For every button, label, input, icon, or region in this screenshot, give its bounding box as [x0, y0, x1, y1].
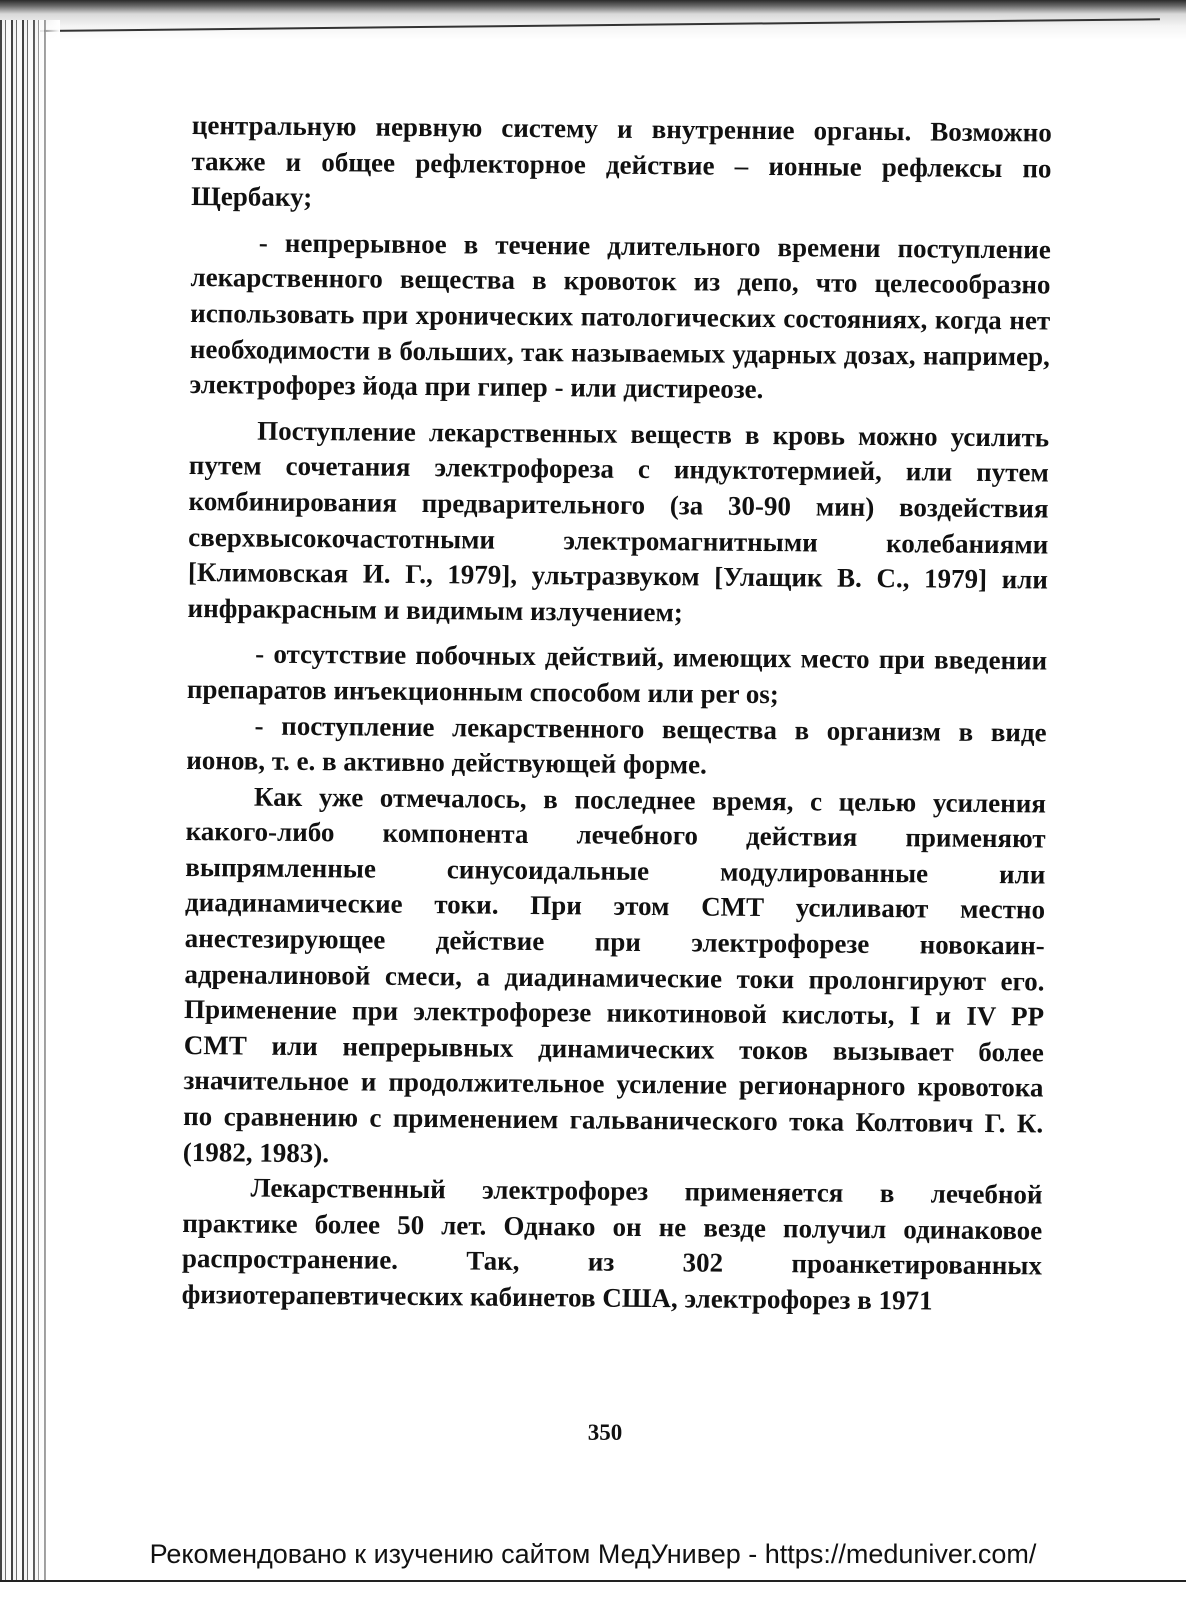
paragraph: Поступление лекарственных веществ в кровь можно усилить путем сочетания электрофореза с индуктотермией, или путем комбинирования предварительного (за 30-90 мин) воздействия сверхвысокочастотными электромагнитными колебаниями [Климовская И. Г., 1979], ультразвуком [Улащик В. С., 1979] или инфракрасным и видимым излучением;	[187, 415, 1050, 628]
footer-note: Рекомендовано к изучению сайтом МедУнивер - https://meduniver.com/	[149, 1539, 1037, 1569]
page-text	[181, 108, 1051, 1320]
scan-bottom-line	[0, 1580, 1186, 1582]
paragraph: - непрерывное в течение длительного времени поступление лекарственного вещества в кровоток из депо, что целесообразно использовать при хронических патологических состояниях, когда нет необходимости в больших, так называемых ударных дозах, например, электрофорез йода при гипер - или дистиреозе.	[189, 227, 1051, 405]
paragraph: - поступление лекарственного вещества в организм в виде ионов, т. е. в активно действующей форме.	[186, 710, 1047, 780]
paragraph: центральную нервную систему и внутренние органы. Возможно также и общее рефлекторное действие – ионные рефлексы по Щербаку;	[191, 109, 1052, 213]
paragraph: Как уже отмечалось, в последнее время, с целью усиления какого-либо компонента лечебного действия применяют выпрямленные синусоидальные модулированные или диадинамические токи. При этом СМТ усиливают местно анестезирующее действие при электрофорезе новокаин-адреналиновой смеси, а диадинамические токи пролонгируют его. Применение при электрофорезе никотиновой кислоты, I и IV PP СМТ или непрерывных динамических токов вызывает более значительное и продолжительное усиление регионарного кровотока по сравнению с применением гальванического тока Колтович Г. К. (1982, 1983).	[182, 781, 1047, 1168]
page-number: 350	[587, 1420, 623, 1445]
scan-binding-fade	[30, 20, 60, 1580]
paragraph: Лекарственный электрофорез применяется в лечебной практике более 50 лет. Однако он не везде получил одинаковое распространение. Так, из 302 проанкетированных физиотерапевтических кабинетов США, электрофорез в 1971	[181, 1172, 1043, 1316]
paragraph: - отсутствие побочных действий, имеющих место при введении препаратов инъекционным способом или per os;	[186, 638, 1048, 710]
